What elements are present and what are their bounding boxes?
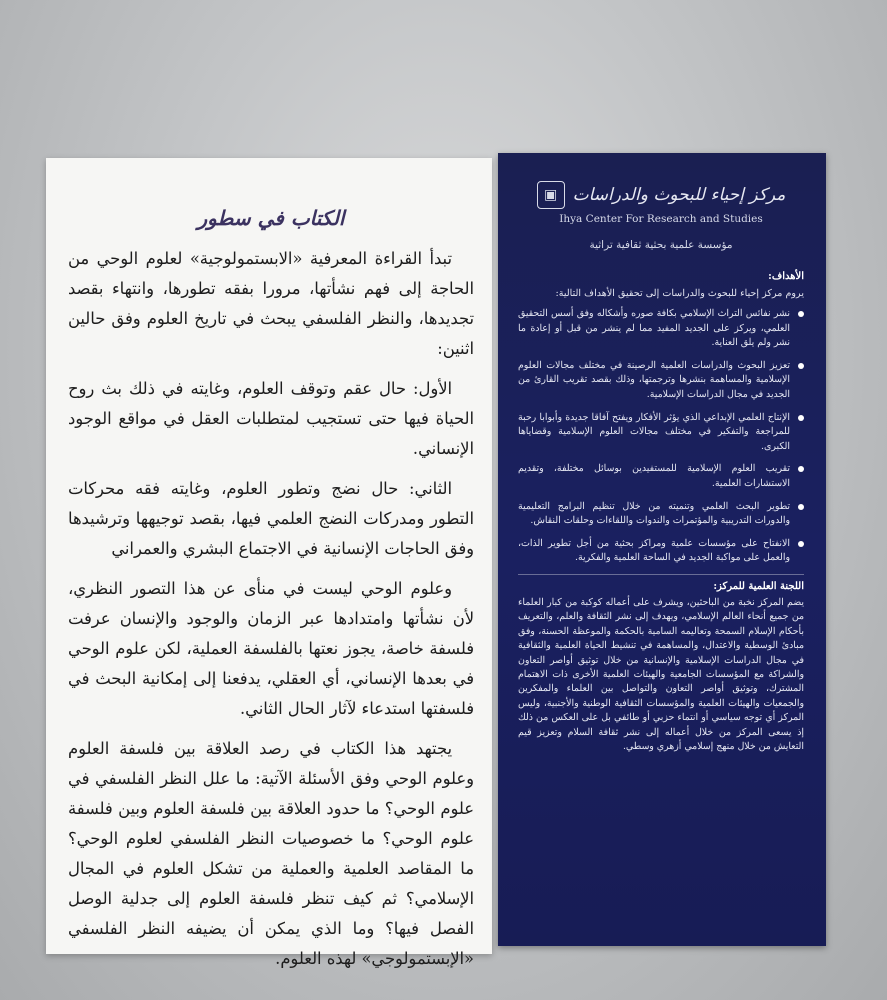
summary-paragraph-4: وعلوم الوحي ليست في منأى عن هذا التصور النظري، لأن نشأتها وامتدادها عبر الزمان والوجود والإنسان عرفت فلسفة خاصة، يجوز نعتها بالفلسفة العملية، لكن علوم الوحي في بعدها الإنساني، أي العقلي، يدفعنا إلى إمكانية البحث في فلسفتها استدعاء لآثار الحال الثاني. <box>68 579 474 718</box>
bullet-icon <box>798 311 804 317</box>
goal-item: تعزيز البحوث والدراسات العلمية الرصينة في مختلف مجالات العلوم الإسلامية والمساهمة بنشرها وترجمتها، وذلك بقصد تقريب القارئ من الجديد في مجال الدراسات الإسلامية. <box>518 359 804 403</box>
bullet-icon <box>798 363 804 369</box>
center-info-card <box>498 153 826 946</box>
bullet-icon <box>798 541 804 547</box>
goals-intro: يروم مركز إحياء للبحوث والدراسات إلى تحقيق الأهداف التالية: <box>555 288 804 299</box>
bullet-icon <box>798 504 804 510</box>
committee-text: يضم المركز نخبة من الباحثين، ويشرف على أعماله كوكبة من كبار العلماء من جميع أنحاء العالم الإسلامي، ويهدف إلى نشر الثقافة والعلم، والتعريف بأحكام الإسلام السمحة وتعاليمه السامية بالحكمة والموعظة الحسنة، وفق مبادئ الوسطية والاعتدال، والمساهمة في تنشيط الحياة العلمية والثقافية في مجال الدراسات الإسلامية والإنسانية من خلال توثيق أواصر التعاون والشراكة مع المؤسسات الجامعية والهيئات العلمية الأخرى ذات الاهتمام المشترك، وتوثيق أواصر التعاون والتواصل بين العلماء والمفكرين والجمعيات والهيئات العلمية والمؤسسات الثقافية الوطنية والأجنبية، وليس المركز أي توجه سياسي أو انتماء حزبي أو طائفي بل على العكس من ذلك إذ يسعى المركز من خلال أعماله إلى نشر ثقافة السلام وتعزيز قيم التعايش من خلال منهج إسلامي أزهري وسطي. <box>518 596 804 752</box>
section-divider <box>518 574 804 575</box>
center-name-english: Ihya Center For Research and Studies <box>559 213 763 225</box>
bullet-icon <box>798 415 804 421</box>
goal-item: تقريب العلوم الإسلامية للمستفيدين بوسائل مختلفة، وتقديم الاستشارات العلمية. <box>518 462 804 491</box>
book-summary-card <box>46 158 492 968</box>
goals-list <box>518 307 804 566</box>
goals-heading: الأهداف: <box>768 271 804 282</box>
goal-item: الانفتاح على مؤسسات علمية ومراكز بحثية من أجل تطوير الذات، والعمل على مواكبة الجديد في الساحة العلمية والفكرية. <box>518 537 804 566</box>
bullet-icon <box>798 466 804 472</box>
center-logo <box>518 181 804 209</box>
center-name-arabic: مركز إحياء للبحوث والدراسات <box>572 185 786 205</box>
summary-paragraph-2: الأول: حال عقم وتوقف العلوم، وغايته في ذلك بث روح الحياة فيها حتى تستجيب لمتطلبات العقل في مواقع الوجود الإنساني. <box>68 379 474 458</box>
goal-item: نشر نفائس التراث الإسلامي بكافة صوره وأشكاله وفق أسس التحقيق العلمي، ويركز على الجديد المفيد مما لم ينشر من قبل أو إعادة ما نشر ولم يلق العناية. <box>518 307 804 351</box>
goal-item: الإنتاج العلمي الإبداعي الذي يؤثر الأفكار ويفتح آفاقا جديدة وأبوابا رحبة للمراجعة والتفكير في مختلف مجالات العلوم الإسلامية وقضاياها الكبرى. <box>518 411 804 455</box>
committee-heading: اللجنة العلمية للمركز: <box>713 580 804 592</box>
emblem-icon: ▣ <box>537 181 565 209</box>
summary-paragraph-3: الثاني: حال نضج وتطور العلوم، وغايته فقه محركات التطور ومدركات النضج العلمي فيها، بقصد توجيهها وترشيدها وفق الحاجات الإنسانية في الاجتماع البشري والعمراني <box>68 479 474 558</box>
summary-paragraph-5: يجتهد هذا الكتاب في رصد العلاقة بين فلسفة العلوم وعلوم الوحي وفق الأسئلة الآتية: ما علل النظر الفلسفي في علوم الوحي؟ ما حدود العلاقة بين فلسفة العلوم وبين فلسفة علوم الوحي؟ ما خصوصيات النظر الفلسفي لعلوم الوحي؟ ما المقاصد العلمية والعملية من تشكل العلوم في المجال الإسلامي؟ ثم كيف تنظر فلسفة العلوم إلى جدلية الوصل الفصل فيها؟ وما الذي يمكن أن يضيفه النظر الفلسفي «الإبستمولوجي» لهذه العلوم. <box>68 739 474 968</box>
center-subtitle: مؤسسة علمية بحثية ثقافية تراثية <box>589 239 733 251</box>
summary-title: الكتاب في سطور <box>197 206 345 230</box>
summary-paragraph-1: تبدأ القراءة المعرفية «الابستمولوجية» لعلوم الوحي من الحاجة إلى فهم نشأتها، مرورا بفقه تطورها، وانتهاء بقصد تجديدها، والنظر الفلسفي يبحث في تاريخ العلوم وفق حالين اثنين: <box>68 249 474 358</box>
goal-item: تطوير البحث العلمي وتنميته من خلال تنظيم البرامج التعليمية والدورات التدريبية والمؤتمرات والندوات واللقاءات وحلقات النقاش. <box>518 500 804 529</box>
